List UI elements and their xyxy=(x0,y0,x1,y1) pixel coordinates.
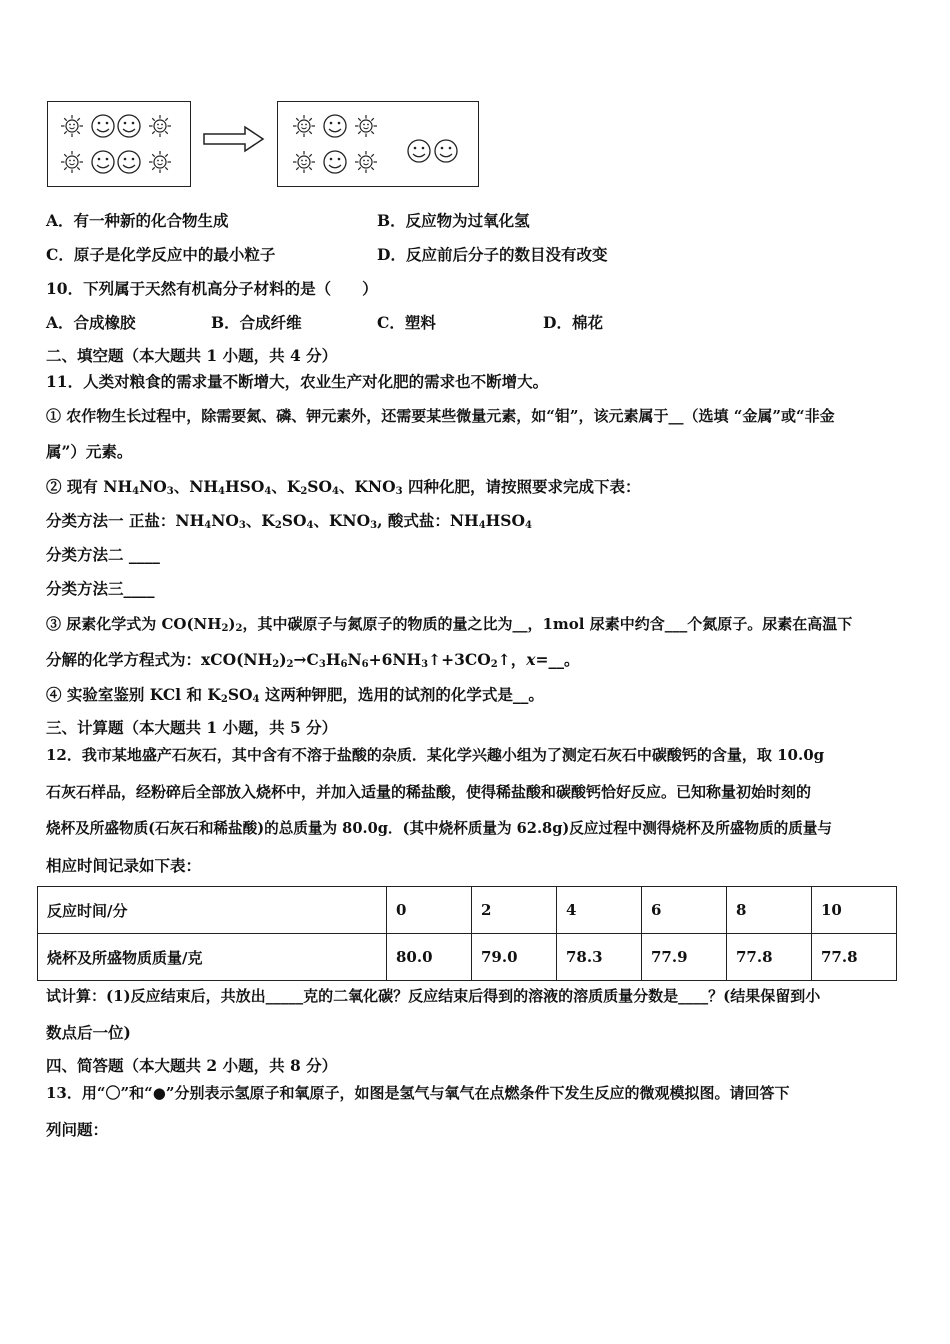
q12-line4: 相应时间记录如下表： xyxy=(46,856,202,875)
table-row xyxy=(38,887,897,934)
q12-line3: 烧杯及所盛物质(石灰石和稀盐酸)的总质量为 80.0g．(其中烧杯质量为 62.8g)反应过程中测得烧杯及所盛物质的质量与 xyxy=(46,820,833,837)
table-cell: 0 xyxy=(387,887,472,934)
q10-option-d: D．棉花 xyxy=(543,313,603,332)
product-particles-icon xyxy=(278,102,478,186)
q11-part2: ② 现有 $NH_4NO_3$、$NH_4HSO_4$、$K_2SO_4$、$KNO_3$ 四种化肥，请按照要求完成下表： xyxy=(46,477,641,497)
product-box xyxy=(277,101,479,187)
classification-method-2: 分类方法二 ____ xyxy=(46,545,160,564)
table-cell: 78.3 xyxy=(557,934,642,981)
section2-heading: 二、填空题（本大题共 1 小题，共 4 分） xyxy=(46,346,338,365)
q10-option-b: B．合成纤维 xyxy=(211,313,302,332)
table-cell: 2 xyxy=(472,887,557,934)
table-cell: 79.0 xyxy=(472,934,557,981)
hollow-right-arrow-icon xyxy=(201,124,267,154)
table-cell: 10 xyxy=(812,887,897,934)
q10-option-a: A．合成橡胶 xyxy=(46,313,136,332)
table-cell: 77.8 xyxy=(727,934,812,981)
calc-line2: 数点后一位) xyxy=(46,1023,131,1042)
q13-line2: 列问题： xyxy=(46,1120,109,1139)
calc-line1: 试计算：(1)反应结束后，共放出_____克的二氧化碳？反应结束后得到的溶液的溶质质量分数是____？(结果保留到小 xyxy=(46,987,821,1005)
q11-part3-line2: 分解的化学方程式为：$xCO(NH_2)_2\to C_3H_6N_6+6NH_3↑+3CO_2↑$，x=__。 xyxy=(46,650,580,670)
q13-line1: 13．用“〇”和“●”分别表示氢原子和氧原子，如图是氢气与氧气在点燃条件下发生反应的微观模拟图。请回答下 xyxy=(46,1084,790,1102)
q9-option-b: B．反应物为过氧化氢 xyxy=(377,211,530,230)
q11-stem: 11．人类对粮食的需求量不断增大，农业生产对化肥的需求也不断增大。 xyxy=(46,372,549,391)
table-cell: 4 xyxy=(557,887,642,934)
reactant-box xyxy=(47,101,191,187)
reactant-particles-icon xyxy=(48,102,190,186)
q9-option-c: C．原子是化学反应中的最小粒子 xyxy=(46,245,276,264)
table-row-label: 反应时间/分 xyxy=(38,887,387,934)
q11-part1-line1: ① 农作物生长过程中，除需要氮、磷、钾元素外，还需要某些微量元素，如“钼”，该元素属于__（选填 “金属”或“非金 xyxy=(46,407,835,425)
q9-option-d: D．反应前后分子的数目没有改变 xyxy=(377,245,608,264)
table-cell: 80.0 xyxy=(387,934,472,981)
q10-option-c: C．塑料 xyxy=(377,313,436,332)
q11-part3-line1: ③ 尿素化学式为 $CO(NH_2)_2$，其中碳原子与氮原子的物质的量之比为__，1mol 尿素中约含___个氮原子。尿素在高温下 xyxy=(46,615,853,634)
q11-part1-line2: 属”）元素。 xyxy=(46,442,133,461)
table-cell: 77.9 xyxy=(642,934,727,981)
q10-stem: 10．下列属于天然有机高分子材料的是（ ） xyxy=(46,279,378,298)
section3-heading: 三、计算题（本大题共 1 小题，共 5 分） xyxy=(46,718,338,737)
q12-line2: 石灰石样品，经粉碎后全部放入烧杯中，并加入适量的稀盐酸，使得稀盐酸和碳酸钙恰好反应。已知称量初始时刻的 xyxy=(46,783,812,801)
q9-option-a: A．有一种新的化合物生成 xyxy=(46,211,229,230)
table-cell: 77.8 xyxy=(812,934,897,981)
table-row xyxy=(38,934,897,981)
classification-method-3: 分类方法三____ xyxy=(46,579,155,598)
table-cell: 6 xyxy=(642,887,727,934)
classification-method-1: 分类方法一 正盐：$NH_4NO_3$、$K_2SO_4$、$KNO_3$, 酸式盐：$NH_4HSO_4$ xyxy=(46,511,532,531)
table-row-label: 烧杯及所盛物质质量/克 xyxy=(38,934,387,981)
q11-part4: ④ 实验室鉴别 KCl 和 $K_2SO_4$ 这两种钾肥，选用的试剂的化学式是__。 xyxy=(46,685,544,705)
q12-line1: 12．我市某地盛产石灰石，其中含有不溶于盐酸的杂质．某化学兴趣小组为了测定石灰石中碳酸钙的含量，取 10.0g xyxy=(46,746,825,764)
reaction-data-table xyxy=(37,886,897,981)
section4-heading: 四、简答题（本大题共 2 小题，共 8 分） xyxy=(46,1056,338,1075)
table-cell: 8 xyxy=(727,887,812,934)
